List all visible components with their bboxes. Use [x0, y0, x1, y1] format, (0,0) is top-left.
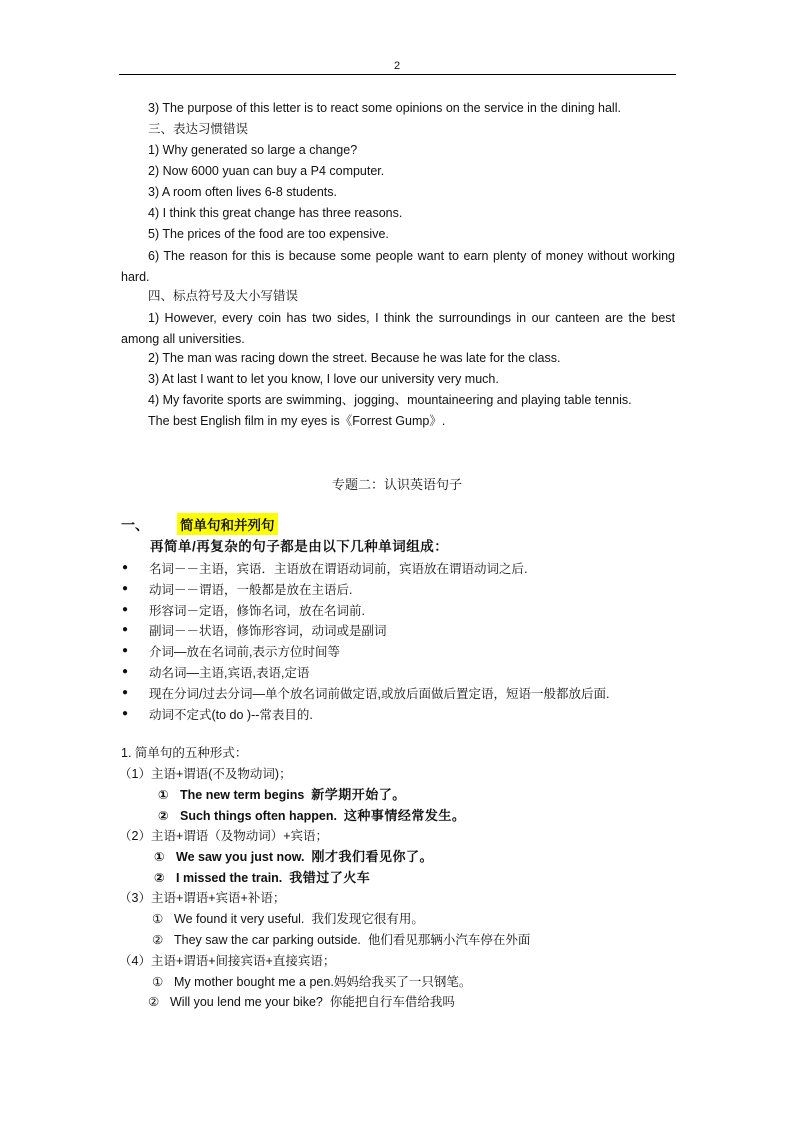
bullet-text: 动名词—主语,宾语,表语,定语	[149, 666, 310, 680]
item-marker: ①	[152, 912, 164, 926]
example-en: We found it very useful.	[174, 912, 305, 926]
list-item: 3) At last I want to let you know, I love our university very much.	[148, 372, 499, 386]
section-heading: 三、表达习惯错误	[148, 122, 249, 136]
list-item: 1) However, every coin has two sides, I think the surroundings in our canteen are the best among all universities.	[121, 311, 675, 346]
bullet-text: 名词－－主语，宾语．主语放在谓语动词前，宾语放在谓语动词之后.	[149, 562, 528, 576]
list-item: 1) Why generated so large a change?	[148, 143, 358, 157]
bullet-icon: ●	[122, 583, 129, 594]
example-cn: 新学期开始了。	[311, 787, 406, 802]
example-line	[148, 994, 455, 1010]
bullet-icon: ●	[122, 624, 129, 635]
bullet-icon: ●	[122, 604, 129, 615]
example-line	[154, 870, 370, 886]
example-line	[158, 808, 465, 824]
item-marker: ②	[148, 995, 160, 1009]
example-en: I missed the train.	[176, 871, 283, 885]
example-cn: 他们看见那辆小汽车停在外面	[367, 933, 531, 947]
example-cn: 我错过了火车	[289, 870, 371, 885]
example-en: My mother bought me a pen.	[174, 975, 334, 989]
item-marker: ①	[158, 788, 169, 802]
bullet-icon: ●	[122, 562, 129, 573]
bullet-text: 动词不定式(to do )--常表目的.	[149, 708, 313, 722]
form-label: （4）主语+谓语+间接宾语+直接宾语；	[119, 954, 336, 968]
bullet-text: 介词—放在名词前,表示方位时间等	[149, 645, 340, 659]
example-en: The new term begins	[180, 788, 305, 802]
example-en: Such things often happen.	[180, 809, 337, 823]
bullet-text: 形容词－定语，修饰名词，放在名词前.	[149, 604, 365, 618]
topic-title: 专题二：认识英语句子	[331, 477, 462, 492]
example-cn: 我们发现它很有用。	[311, 912, 424, 926]
list-item: 6) The reason for this is because some people want to earn plenty of money without working hard.	[121, 249, 675, 284]
list-item: 2) Now 6000 yuan can buy a P4 computer.	[148, 164, 385, 178]
item-marker: ②	[152, 933, 164, 947]
part-number: 一、	[121, 517, 149, 533]
list-item: 3) A room often lives 6-8 students.	[148, 185, 337, 199]
example-cn: 这种事情经常发生。	[343, 808, 466, 823]
bullet-icon: ●	[122, 708, 129, 719]
bullet-icon: ●	[122, 645, 129, 656]
text-line: 3) The purpose of this letter is to react some opinions on the service in the dining hall.	[148, 101, 621, 115]
section-heading: 1. 简单句的五种形式：	[121, 746, 248, 760]
form-label: （3）主语+谓语+宾语+补语；	[119, 891, 286, 905]
example-line	[152, 974, 471, 990]
list-item: The best English film in my eyes is《Forrest Gump》.	[148, 414, 446, 428]
form-label: （2）主语+谓语（及物动词）+宾语；	[119, 829, 329, 843]
item-marker: ①	[152, 975, 164, 989]
example-cn: 刚才我们看见你了。	[311, 849, 433, 864]
item-marker: ②	[158, 809, 169, 823]
bullet-text: 动词－－谓语，一般都是放在主语后.	[149, 583, 353, 597]
example-en: We saw you just now.	[176, 850, 305, 864]
section-heading: 四、标点符号及大小写错误	[148, 289, 299, 303]
item-marker: ②	[154, 871, 165, 885]
example-en: Will you lend me your bike?	[170, 995, 323, 1009]
example-line	[152, 911, 424, 927]
list-item: 4) I think this great change has three reasons.	[148, 206, 403, 220]
header-rule	[119, 74, 676, 75]
list-item: 2) The man was racing down the street. Because he was late for the class.	[148, 351, 561, 365]
bullet-text: 副词－－状语，修饰形容词，动词或是副词	[149, 624, 387, 638]
example-cn: 你能把自行车借给我吗	[329, 995, 455, 1009]
example-line	[158, 787, 406, 803]
page-number: 2	[393, 60, 401, 72]
example-cn: 妈妈给我买了一只钢笔。	[333, 975, 472, 989]
bullet-icon: ●	[122, 666, 129, 677]
bullet-text: 现在分词/过去分词—单个放名词前做定语,或放后面做后置定语，短语一般都放后面.	[149, 687, 610, 701]
part-title: 简单句和并列句	[177, 513, 278, 535]
list-item: 4) My favorite sports are swimming、jogging、mountaineering and playing table tennis.	[148, 393, 632, 407]
example-line	[152, 932, 530, 948]
item-marker: ①	[154, 850, 165, 864]
list-item: 5) The prices of the food are too expensive.	[148, 227, 389, 241]
bullet-icon: ●	[122, 687, 129, 698]
form-label: （1）主语+谓语(不及物动词)；	[119, 767, 292, 781]
example-line	[154, 849, 433, 865]
part-subtitle: 再简单/再复杂的句子都是由以下几种单词组成：	[150, 539, 449, 554]
example-en: They saw the car parking outside.	[174, 933, 361, 947]
